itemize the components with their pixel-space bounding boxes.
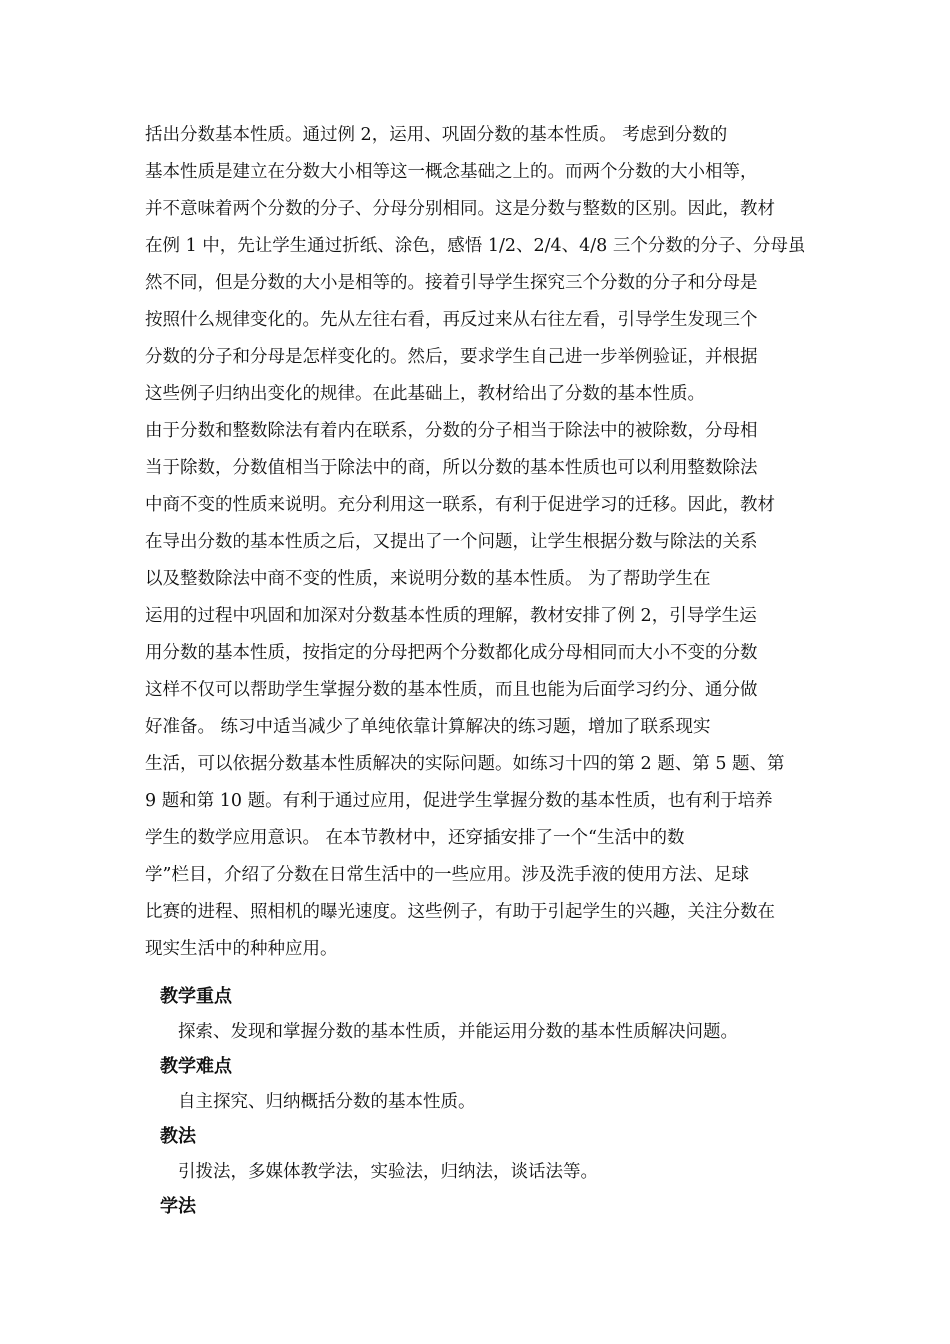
body-line: 分数的分子和分母是怎样变化的。然后，要求学生自己进一步举例验证，并根据	[145, 347, 758, 367]
body-line: 按照什么规律变化的。先从左往右看，再反过来从右往左看，引导学生发现三个	[145, 310, 758, 330]
section-heading-key-points: 教学重点	[160, 986, 232, 1007]
body-line: 学生的数学应用意识。 在本节教材中，还穿插安排了一个“生活中的数	[145, 828, 685, 848]
body-line: 学”栏目，介绍了分数在日常生活中的一些应用。涉及洗手液的使用方法、足球	[145, 865, 749, 885]
body-line: 由于分数和整数除法有着内在联系，分数的分子相当于除法中的被除数，分母相	[145, 421, 758, 441]
body-line: 运用的过程中巩固和加深对分数基本性质的理解，教材安排了例 2，引导学生运	[145, 606, 757, 626]
body-line: 比赛的进程、照相机的曝光速度。这些例子，有助于引起学生的兴趣，关注分数在	[145, 902, 775, 922]
section-heading-learning-methods: 学法	[160, 1196, 196, 1217]
body-line: 并不意味着两个分数的分子、分母分别相同。这是分数与整数的区别。因此，教材	[145, 199, 775, 219]
body-line: 括出分数基本性质。通过例 2，运用、巩固分数的基本性质。 考虑到分数的	[145, 125, 728, 145]
body-line: 然不同，但是分数的大小是相等的。接着引导学生探究三个分数的分子和分母是	[145, 273, 758, 293]
body-line: 9 题和第 10 题。有利于通过应用，促进学生掌握分数的基本性质，也有利于培养	[145, 791, 773, 811]
section-text-key-points: 探索、发现和掌握分数的基本性质，并能运用分数的基本性质解决问题。	[178, 1022, 738, 1042]
body-line: 以及整数除法中商不变的性质，来说明分数的基本性质。 为了帮助学生在	[145, 569, 711, 589]
body-line: 中商不变的性质来说明。充分利用这一联系，有利于促进学习的迁移。因此，教材	[145, 495, 775, 515]
body-line: 好准备。 练习中适当减少了单纯依靠计算解决的练习题，增加了联系现实	[145, 717, 711, 737]
body-line: 生活，可以依据分数基本性质解决的实际问题。如练习十四的第 2 题、第 5 题、第	[145, 754, 785, 774]
section-text-difficulties: 自主探究、归纳概括分数的基本性质。	[178, 1092, 476, 1112]
body-line: 基本性质是建立在分数大小相等这一概念基础之上的。而两个分数的大小相等，	[145, 162, 758, 182]
body-line: 用分数的基本性质，按指定的分母把两个分数都化成分母相同而大小不变的分数	[145, 643, 758, 663]
body-line: 当于除数，分数值相当于除法中的商，所以分数的基本性质也可以利用整数除法	[145, 458, 758, 478]
body-line: 在导出分数的基本性质之后，又提出了一个问题，让学生根据分数与除法的关系	[145, 532, 758, 552]
section-heading-difficulties: 教学难点	[160, 1056, 232, 1077]
section-text-teaching-methods: 引拨法，多媒体教学法，实验法，归纳法，谈话法等。	[178, 1162, 598, 1182]
body-line: 现实生活中的种种应用。	[145, 939, 338, 959]
body-line: 这些例子归纳出变化的规律。在此基础上，教材给出了分数的基本性质。	[145, 384, 705, 404]
body-line: 在例 1 中，先让学生通过折纸、涂色，感悟 1/2、2/4、4/8 三个分数的分子、分母虽	[145, 236, 806, 256]
body-line: 这样不仅可以帮助学生掌握分数的基本性质，而且也能为后面学习约分、通分做	[145, 680, 758, 700]
section-heading-teaching-methods: 教法	[160, 1126, 196, 1147]
